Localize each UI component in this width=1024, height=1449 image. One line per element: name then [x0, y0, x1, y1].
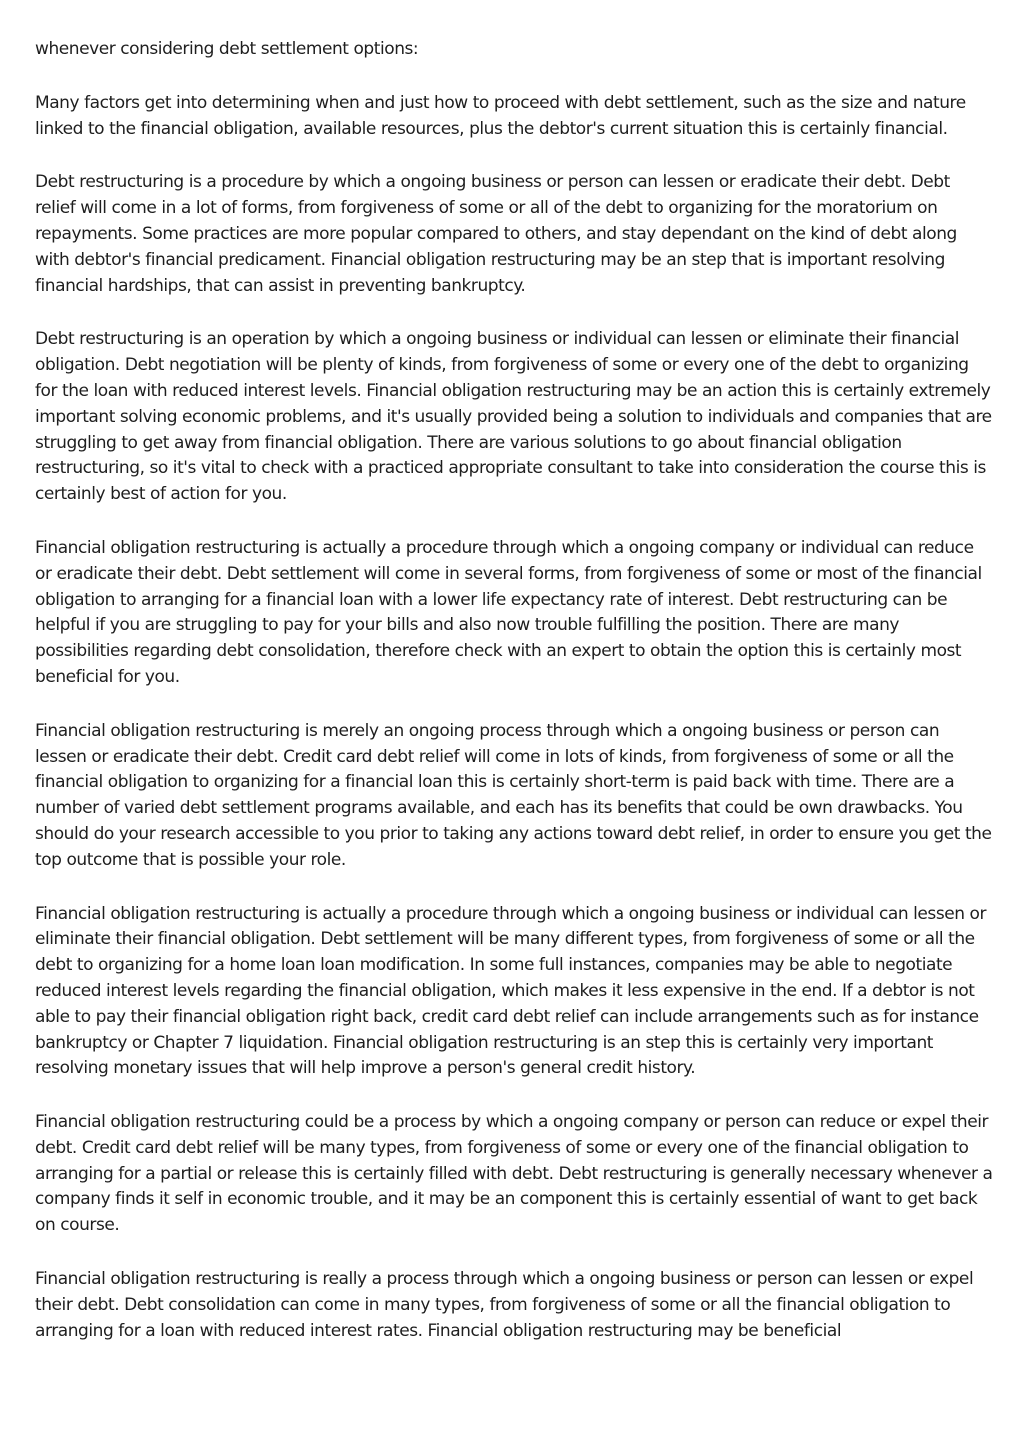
paragraph-2: Debt restructuring is a procedure by which a ongoing business or person can lessen or eradicate their debt. Debt relief will come in a lot of forms, from forgiveness of some or all of the debt to organizing for the moratorium on repayments. Some practices are more popular compared to others, and stay dependant on the kind of debt along with debtor's financial predicament. Financial obligation restructuring may be an step that is important resolving financial hardships, that can assist in preventing bankruptcy.	[35, 172, 957, 296]
paragraph-4: Financial obligation restructuring is actually a procedure through which a ongoing company or individual can reduce or eradicate their debt. Debt settlement will come in several forms, from forgiveness of some or most of the financial obligation to arranging for a financial loan with a lower life expectancy rate of interest. Debt restructuring can be helpful if you are struggling to pay for your bills and also now trouble fulfilling the position. There are many possibilities regarding debt consolidation, therefore check with an expert to obtain the option this is certainly most beneficial for you.	[35, 537, 982, 687]
document-body	[35, 37, 993, 1372]
paragraph-1: Many factors get into determining when and just how to proceed with debt settlement, such as the size and nature linked to the financial obligation, available resources, plus the debtor's current situation this is certainly financial.	[35, 92, 966, 139]
paragraph-3: Debt restructuring is an operation by which a ongoing business or individual can lessen or eliminate their financial obligation. Debt negotiation will be plenty of kinds, from forgiveness of some or every one of the debt to organizing for the loan with reduced interest levels. Financial obligation restructuring may be an action this is certainly extremely important solving economic problems, and it's usually provided being a solution to individuals and companies that are struggling to get away from financial obligation. There are various solutions to go about financial obligation restructuring, so it's vital to check with a practiced appropriate consultant to take into consideration the course this is certainly best of action for you.	[35, 329, 992, 505]
intro-line: whenever considering debt settlement options:	[35, 39, 419, 59]
paragraph-8: Financial obligation restructuring is really a process through which a ongoing business or person can lessen or expel their debt. Debt consolidation can come in many types, from forgiveness of some or all the financial obligation to arranging for a loan with reduced interest rates. Financial obligation restructuring may be beneficial	[35, 1269, 974, 1341]
paragraph-6: Financial obligation restructuring is actually a procedure through which a ongoing business or individual can lessen or eliminate their financial obligation. Debt settlement will be many different types, from forgiveness of some or all the debt to organizing for a home loan loan modification. In some full instances, companies may be able to negotiate reduced interest levels regarding the financial obligation, which makes it less expensive in the end. If a debtor is not able to pay their financial obligation right back, credit card debt relief can include arrangements such as for instance bankruptcy or Chapter 7 liquidation. Financial obligation restructuring is an step this is certainly very important resolving monetary issues that will help improve a person's general credit history.	[35, 903, 987, 1079]
paragraph-7: Financial obligation restructuring could be a process by which a ongoing company or person can reduce or expel their debt. Credit card debt relief will be many types, from forgiveness of some or every one of the financial obligation to arranging for a partial or release this is certainly filled with debt. Debt restructuring is generally necessary whenever a company finds it self in economic trouble, and it may be an component this is certainly essential of want to get back on course.	[35, 1112, 993, 1236]
paragraph-5: Financial obligation restructuring is merely an ongoing process through which a ongoing business or person can lessen or eradicate their debt. Credit card debt relief will come in lots of kinds, from forgiveness of some or all the financial obligation to organizing for a financial loan this is certainly short-term is paid back with time. There are a number of varied debt settlement programs available, and each has its benefits that could be own drawbacks. You should do your research accessible to you prior to taking any actions toward debt relief, in order to ensure you get the top outcome that is possible your role.	[35, 720, 992, 870]
